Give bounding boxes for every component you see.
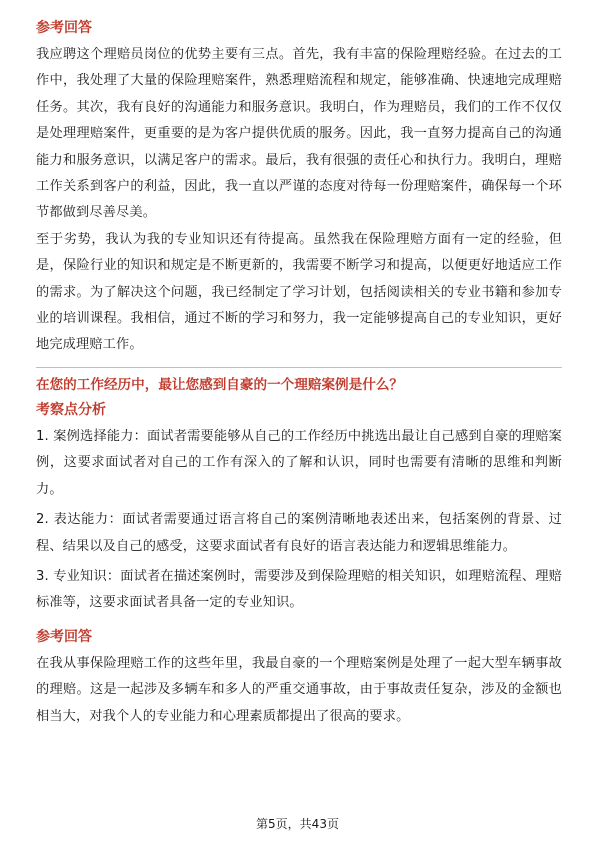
analysis-point: 3. 专业知识：面试者在描述案例时，需要涉及到保险理赔的相关知识，如理赔流程、理赔标准等，这要求面试者具备一定的专业知识。: [36, 568, 562, 611]
interview-question: 在您的工作经历中，最让您感到自豪的一个理赔案例是什么？: [36, 376, 404, 393]
answer-paragraph: 在我从事保险理赔工作的这些年里，我最自豪的一个理赔案例是处理了一起大型车辆事故的理赔。这是一起涉及多辆车和多人的严重交通事故，由于事故责任复杂，涉及的金额也相当大，对我个人的专业能力和心理素质都提出了很高的要求。: [36, 655, 562, 724]
analysis-point: 1. 案例选择能力：面试者需要能够从自己的工作经历中挑选出最让自己感到自豪的理赔案例，这要求面试者对自己的工作有深入的了解和认识，同时也需要有清晰的思维和判断力。: [36, 428, 562, 497]
answer-paragraph: 至于劣势，我认为我的专业知识还有待提高。虽然我在保险理赔方面有一定的经验，但是，保险行业的知识和规定是不断更新的，我需要不断学习和提高，以便更好地适应工作的需求。为了解决这个问题，我已经制定了学习计划，包括阅读相关的专业书籍和参加专业的培训课程。我相信，通过不断的学习和努力，我一定能够提高自己的专业知识，更好地完成理赔工作。: [36, 231, 562, 353]
page-content: [36, 16, 562, 730]
answer-heading: 参考回答: [36, 628, 92, 645]
answer-paragraph: 我应聘这个理赔员岗位的优势主要有三点。首先，我有丰富的保险理赔经验。在过去的工作中，我处理了大量的保险理赔案件，熟悉理赔流程和规定，能够准确、快速地完成理赔任务。其次，我有良好的沟通能力和服务意识。我明白，作为理赔员，我们的工作不仅仅是处理理赔案件，更重要的是为客户提供优质的服务。因此，我一直努力提高自己的沟通能力和服务意识，以满足客户的需求。最后，我有很强的责任心和执行力。我明白，理赔工作关系到客户的利益，因此，我一直以严谨的态度对待每一份理赔案件，确保每一个环节都做到尽善尽美。: [36, 47, 562, 221]
analysis-heading: 考察点分析: [36, 401, 106, 418]
page-number: 第5页，共43页: [256, 817, 339, 831]
analysis-point: 2. 表达能力：面试者需要通过语言将自己的案例清晰地表述出来，包括案例的背景、过程、结果以及自己的感受，这要求面试者有良好的语言表达能力和逻辑思维能力。: [36, 512, 562, 554]
answer-heading: 参考回答: [36, 20, 92, 36]
section-divider: [36, 367, 562, 368]
